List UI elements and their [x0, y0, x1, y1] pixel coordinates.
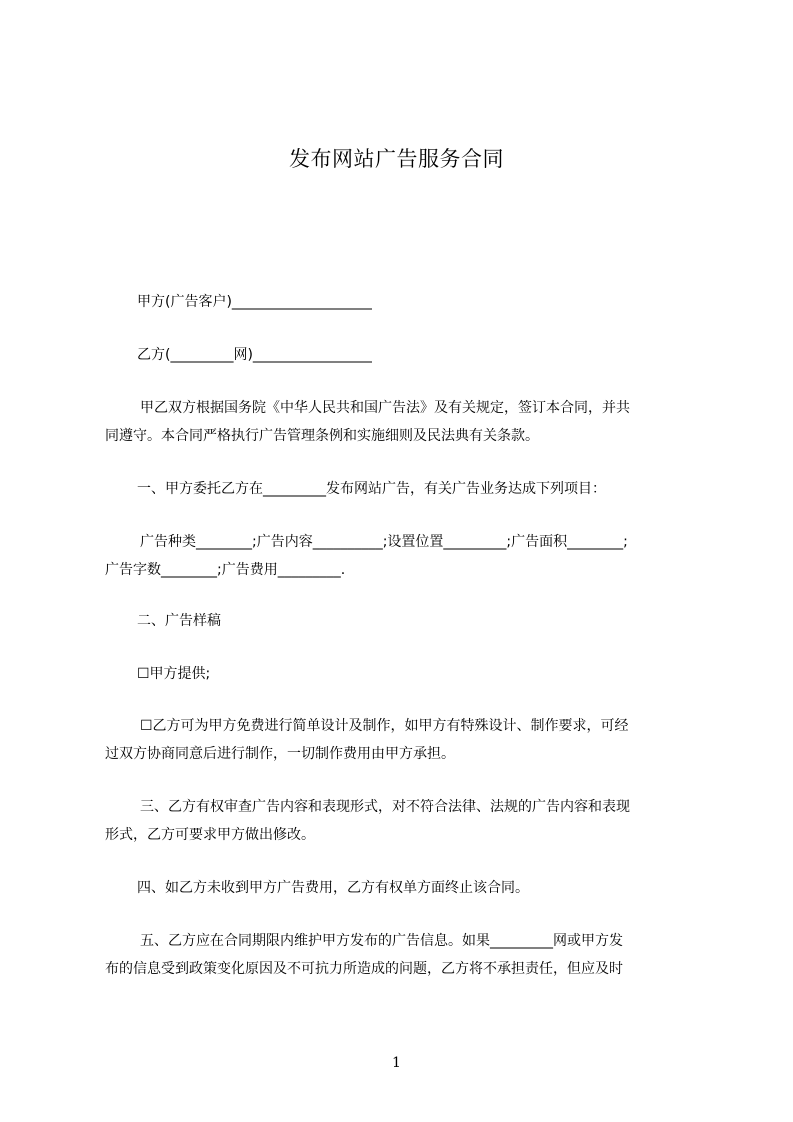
intro-line-2: 同遵守。本合同严格执行广告管理条例和实施细则及民法典有关条款。 [105, 428, 539, 444]
section4-line: 四、如乙方未收到甲方广告费用，乙方有权单方面终止该合同。 [137, 880, 529, 896]
section2-heading: 二、广告样稿 [137, 613, 221, 629]
party-a-line: 甲方(广告客户)____________________ [137, 294, 372, 310]
section3-line-1: 三、乙方有权审查广告内容和表现形式，对不符合法律、法规的广告内容和表现 [140, 799, 630, 815]
section2-option-2-line-2: 过双方协商同意后进行制作，一切制作费用由甲方承担。 [105, 746, 455, 762]
intro-line-1: 甲乙双方根据国务院《中华人民共和国广告法》及有关规定，签订本合同，并共 [140, 400, 630, 416]
section1-items-line-2: 广告字数________;广告费用_________. [105, 562, 346, 578]
section1-items-line-1: 广告种类________;广告内容__________;设置位置_________;广告面积________; [140, 534, 628, 550]
section2-option-1: ☐甲方提供; [137, 666, 211, 682]
party-b-line: 乙方(_________网)_________________ [137, 347, 372, 363]
section1-heading: 一、甲方委托乙方在_________发布网站广告，有关广告业务达成下列项目： [137, 481, 606, 497]
section2-option-2-line-1: ☐乙方可为甲方免费进行简单设计及制作，如甲方有特殊设计、制作要求，可经 [140, 718, 629, 734]
document-title: 发布网站广告服务合同 [289, 147, 504, 171]
section3-line-2: 形式，乙方可要求甲方做出修改。 [105, 827, 315, 843]
page-number: 1 [392, 1055, 401, 1071]
section5-line-1: 五、乙方应在合同期限内维护甲方发布的广告信息。如果_________网或甲方发 [140, 933, 623, 949]
section5-line-2: 布的信息受到政策变化原因及不可抗力所造成的问题，乙方将不承担责任，但应及时 [105, 961, 623, 977]
